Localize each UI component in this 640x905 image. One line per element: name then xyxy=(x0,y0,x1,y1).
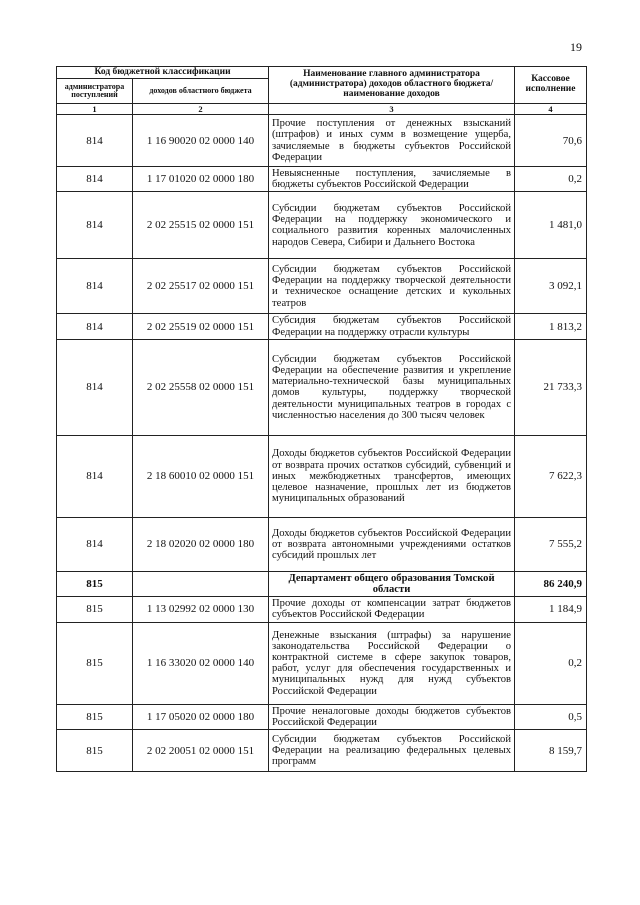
table-row xyxy=(57,571,587,596)
table-row xyxy=(57,259,587,314)
table-row xyxy=(57,115,587,167)
amount-cell: 0,5 xyxy=(515,704,587,729)
income-code-cell: 1 16 33020 02 0000 140 xyxy=(133,622,269,704)
income-name-cell: Невыясненные поступления, зачисляемые в бюджеты субъектов Российской Федерации xyxy=(269,167,515,192)
income-code-cell: 2 18 60010 02 0000 151 xyxy=(133,435,269,517)
header-administrator-name: Наименование главного администратора (администратора) доходов областного бюджета/ наименование доходов xyxy=(269,67,515,104)
amount-cell: 1 813,2 xyxy=(515,314,587,339)
table-row xyxy=(57,730,587,772)
income-name-cell: Денежные взыскания (штрафы) за нарушение законодательства Российской Федерации о контрактной системе в сфере закупок товаров, работ, услуг для обеспечения государственных и муниципальных нужд для нужд субъектов Российской Федерации xyxy=(269,622,515,704)
table-row xyxy=(57,517,587,571)
table-row xyxy=(57,435,587,517)
column-number-4: 4 xyxy=(515,104,587,115)
amount-cell: 86 240,9 xyxy=(515,571,587,596)
amount-cell: 1 481,0 xyxy=(515,192,587,259)
income-code-cell: 2 02 20051 02 0000 151 xyxy=(133,730,269,772)
admin-code-cell: 815 xyxy=(57,597,133,622)
income-name-cell: Субсидия бюджетам субъектов Российской Федерации на поддержку отрасли культуры xyxy=(269,314,515,339)
column-number-1: 1 xyxy=(57,104,133,115)
table-row xyxy=(57,597,587,622)
table-row xyxy=(57,192,587,259)
income-code-cell: 2 02 25515 02 0000 151 xyxy=(133,192,269,259)
table-row xyxy=(57,314,587,339)
amount-cell: 21 733,3 xyxy=(515,339,587,435)
header-regional-income: доходов областного бюджета xyxy=(133,79,269,104)
header-admin-revenue: администратора поступлений xyxy=(57,79,133,104)
amount-cell: 3 092,1 xyxy=(515,259,587,314)
admin-code-cell: 814 xyxy=(57,314,133,339)
header-cash-execution: Кассовое исполнение xyxy=(515,67,587,104)
admin-code-cell: 814 xyxy=(57,115,133,167)
income-name-cell: Субсидии бюджетам субъектов Российской Федерации на обеспечение развития и укрепление материально-технической базы муниципальных домов культуры, поддержку творческой деятельности муниципальных театров в городах с численностью населения до 300 тысяч человек xyxy=(269,339,515,435)
amount-cell: 8 159,7 xyxy=(515,730,587,772)
admin-code-cell: 815 xyxy=(57,571,133,596)
header-classification-code: Код бюджетной классификации xyxy=(57,67,269,79)
income-code-cell xyxy=(133,571,269,596)
income-name-cell: Прочие доходы от компенсации затрат бюджетов субъектов Российской Федерации xyxy=(269,597,515,622)
admin-code-cell: 814 xyxy=(57,259,133,314)
income-name-cell: Субсидии бюджетам субъектов Российской Федерации на поддержку творческой деятельности и техническое оснащение детских и кукольных театров xyxy=(269,259,515,314)
income-name-cell: Доходы бюджетов субъектов Российской Федерации от возврата прочих остатков субсидий, субвенций и иных межбюджетных трансфертов, имеющих целевое назначение, прошлых лет из бюджетов муниципальных образований xyxy=(269,435,515,517)
table-row xyxy=(57,704,587,729)
amount-cell: 7 555,2 xyxy=(515,517,587,571)
column-number-2: 2 xyxy=(133,104,269,115)
amount-cell: 0,2 xyxy=(515,622,587,704)
income-code-cell: 1 17 05020 02 0000 180 xyxy=(133,704,269,729)
income-code-cell: 2 02 25558 02 0000 151 xyxy=(133,339,269,435)
table-row xyxy=(57,622,587,704)
income-name-cell: Прочие неналоговые доходы бюджетов субъектов Российской Федерации xyxy=(269,704,515,729)
admin-code-cell: 814 xyxy=(57,167,133,192)
amount-cell: 0,2 xyxy=(515,167,587,192)
amount-cell: 70,6 xyxy=(515,115,587,167)
income-code-cell: 1 16 90020 02 0000 140 xyxy=(133,115,269,167)
income-code-cell: 2 18 02020 02 0000 180 xyxy=(133,517,269,571)
income-name-cell: Прочие поступления от денежных взысканий (штрафов) и иных сумм в возмещение ущерба, зачисляемые в бюджеты субъектов Российской Федерации xyxy=(269,115,515,167)
table-row xyxy=(57,167,587,192)
income-name-cell: Субсидии бюджетам субъектов Российской Федерации на поддержку экономического и социального развития коренных малочисленных народов Севера, Сибири и Дальнего Востока xyxy=(269,192,515,259)
income-code-cell: 1 13 02992 02 0000 130 xyxy=(133,597,269,622)
income-name-cell: Департамент общего образования Томской области xyxy=(269,571,515,596)
income-name-cell: Доходы бюджетов субъектов Российской Федерации от возврата автономными учреждениями остатков субсидий прошлых лет xyxy=(269,517,515,571)
amount-cell: 7 622,3 xyxy=(515,435,587,517)
admin-code-cell: 814 xyxy=(57,339,133,435)
income-code-cell: 1 17 01020 02 0000 180 xyxy=(133,167,269,192)
column-number-3: 3 xyxy=(269,104,515,115)
admin-code-cell: 815 xyxy=(57,730,133,772)
admin-code-cell: 814 xyxy=(57,192,133,259)
income-code-cell: 2 02 25517 02 0000 151 xyxy=(133,259,269,314)
admin-code-cell: 815 xyxy=(57,704,133,729)
income-code-cell: 2 02 25519 02 0000 151 xyxy=(133,314,269,339)
amount-cell: 1 184,9 xyxy=(515,597,587,622)
table-body xyxy=(57,115,587,772)
admin-code-cell: 814 xyxy=(57,435,133,517)
income-name-cell: Субсидии бюджетам субъектов Российской Федерации на реализацию федеральных целевых программ xyxy=(269,730,515,772)
admin-code-cell: 815 xyxy=(57,622,133,704)
budget-table xyxy=(56,66,587,772)
table-row xyxy=(57,339,587,435)
page-number: 19 xyxy=(570,40,582,54)
admin-code-cell: 814 xyxy=(57,517,133,571)
